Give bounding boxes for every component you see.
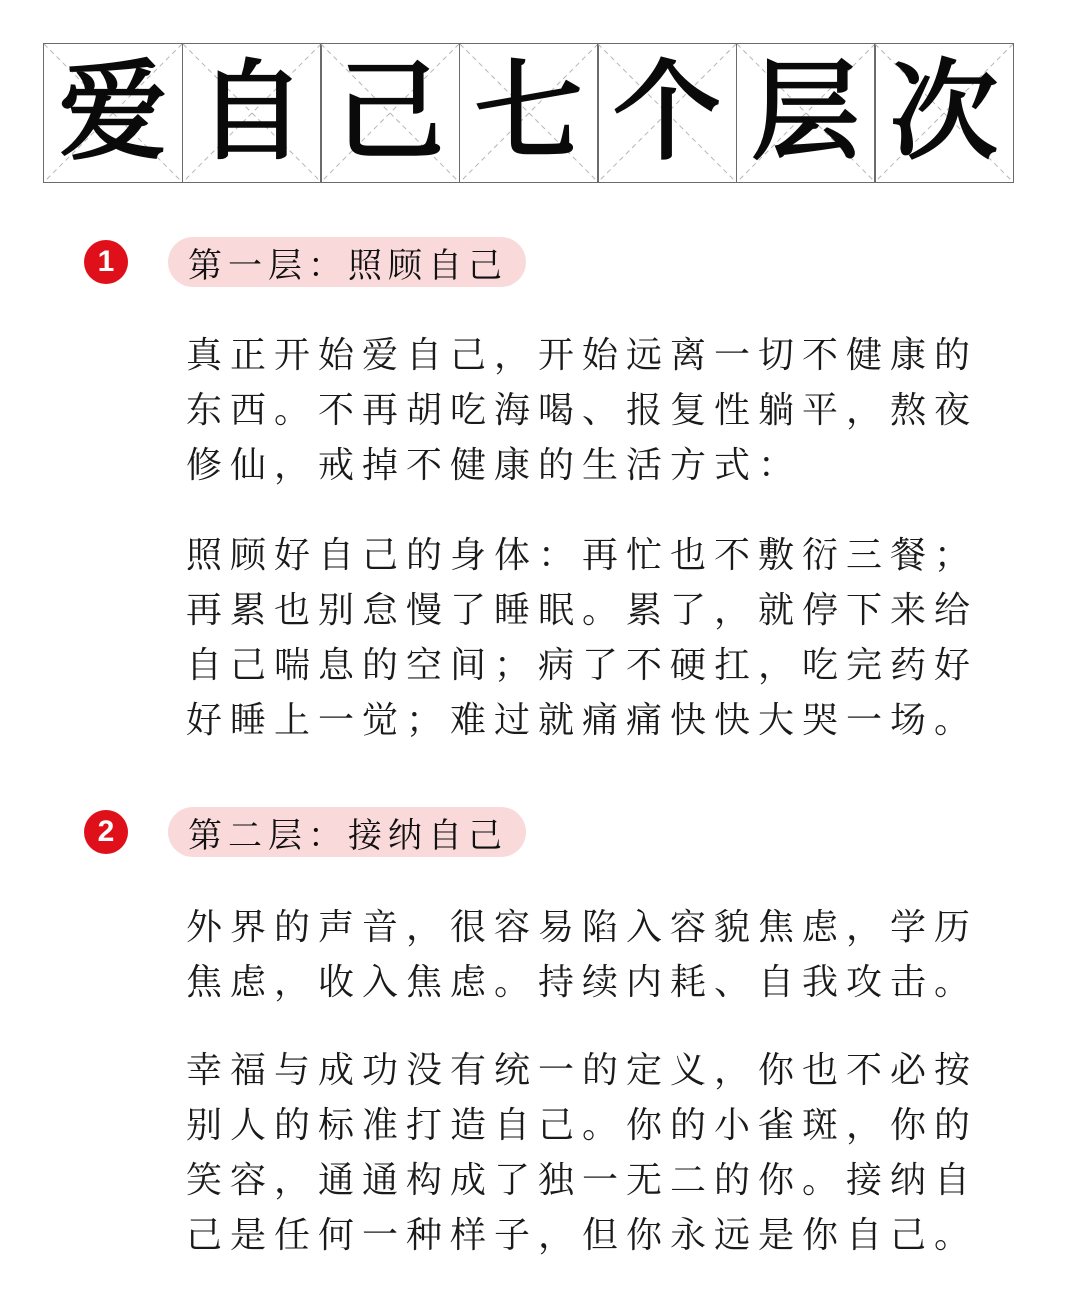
number-badge-icon: 2	[84, 810, 128, 854]
title-cell	[597, 43, 737, 183]
paragraph: 外界的声音，很容易陷入容貌焦虑，学历焦虑，收入焦虑。持续内耗、自我攻击。	[186, 907, 979, 1003]
title-cell	[182, 43, 322, 183]
paragraph: 幸福与成功没有统一的定义，你也不必按别人的标准打造自己。你的小雀斑，你的笑容，通通构成了独一无二的你。接纳自己是任何一种样子，但你永远是你自己。	[186, 1050, 979, 1256]
title-char: 个	[612, 50, 721, 175]
number-badge-icon: 1	[84, 240, 128, 284]
paragraph: 真正开始爱自己，开始远离一切不健康的东西。不再胡吃海喝、报复性躺平，熬夜修仙，戒掉不健康的生活方式：	[186, 335, 979, 486]
title-char: 自	[197, 50, 306, 175]
section-heading: 第一层：照顾自己	[168, 237, 526, 287]
title-char: 爱	[58, 50, 167, 175]
title-cell	[874, 43, 1014, 183]
title-cell	[320, 43, 460, 183]
title-char: 七	[474, 50, 583, 175]
paragraph: 照顾好自己的身体：再忙也不敷衍三餐；再累也别怠慢了睡眠。累了，就停下来给自己喘息的空间；病了不硬扛，吃完药好好睡上一觉；难过就痛痛快快大哭一场。	[186, 535, 979, 741]
section-1-header	[84, 237, 526, 287]
title-cell	[736, 43, 876, 183]
title-grid	[43, 43, 1014, 183]
section-heading: 第二层：接纳自己	[168, 807, 526, 857]
title-cell	[459, 43, 599, 183]
section-2-header	[84, 807, 526, 857]
title-char: 次	[889, 50, 998, 175]
title-char: 层	[751, 50, 860, 175]
title-cell	[43, 43, 183, 183]
title-char: 己	[335, 50, 444, 175]
